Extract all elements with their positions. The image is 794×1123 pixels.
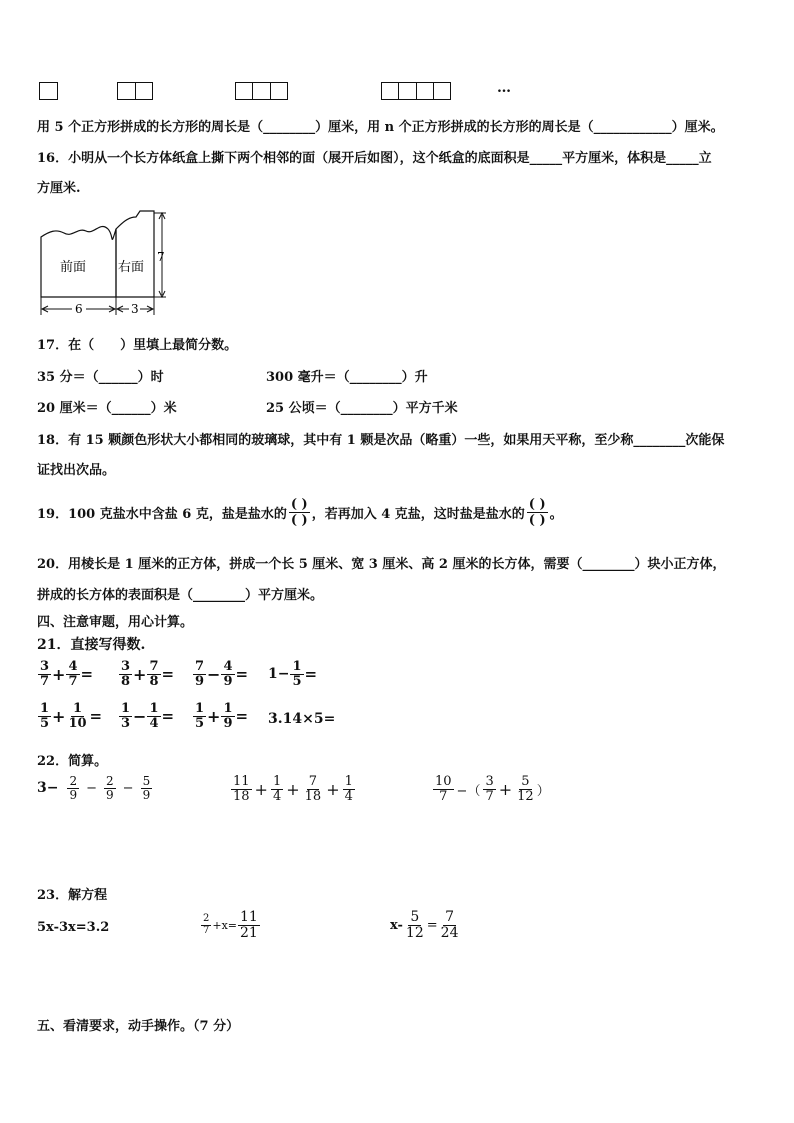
q21-item-6: $\frac{1}{3}$ − $\frac{1}{4}$ =	[121, 701, 175, 731]
q16-line2: 方厘米.	[37, 181, 81, 196]
q21-title: 21．直接写得数.	[37, 637, 146, 653]
right-width-dimension: 3	[131, 302, 139, 316]
q22-expr-1: 3− $\frac{2}{9}$ − $\frac{2}{9}$ − $\frac{5}{9}$	[37, 774, 151, 802]
q21-item-1: $\frac{3}{7}$ + $\frac{4}{7}$ =	[40, 659, 94, 689]
q22-expr-3: $\frac{10}{7}$ −（ $\frac{3}{7}$ + $\frac{5}{12}$ ）	[435, 774, 550, 804]
q21-item-3: $\frac{7}{9}$ − $\frac{4}{9}$ =	[195, 659, 249, 689]
square-strip-3	[235, 82, 288, 100]
q23-eq-3: x- $\frac{5}{12}$ = $\frac{7}{24}$	[390, 909, 459, 941]
q23-title: 23．解方程	[37, 888, 108, 903]
q16-line1: 16．小明从一个长方体纸盒上撕下两个相邻的面（展开后如图），这个纸盒的底面积是_____平方厘米，体积是_____立	[37, 151, 712, 166]
square-strip-2	[117, 82, 153, 100]
q22-expr-2: $\frac{11}{18}$ + $\frac{1}{4}$ + $\frac{7}{18}$ + $\frac{1}{4}$	[233, 774, 353, 804]
square-strip-1	[39, 82, 58, 100]
front-width-dimension: 6	[75, 302, 83, 316]
q19-fraction-blank-2: $\frac{( )}{( )}$	[528, 496, 546, 528]
square-strip-4	[381, 82, 451, 100]
q19-part3: 。	[549, 506, 563, 522]
q21-item-2: $\frac{3}{8}$ + $\frac{7}{8}$ =	[121, 659, 175, 689]
q20-line1: 20．用棱长是 1 厘米的正方体，拼成一个长 5 厘米、宽 3 厘米、高 2 厘米的长方体，需要（________）块小正方体，	[37, 557, 726, 572]
q17-c: 20 厘米＝（______）米	[37, 401, 177, 416]
q17-a: 35 分＝（______）时	[37, 370, 164, 385]
q21-item-5: $\frac{1}{5}$ + $\frac{1}{10}$ =	[40, 701, 103, 731]
q18-line2: 证找出次品。	[37, 463, 116, 478]
front-face-label: 前面	[60, 260, 87, 275]
q21-item-8: 3.14×5=	[268, 711, 336, 727]
q22-title: 22．简算。	[37, 754, 108, 769]
q18-line1: 18．有 15 颗颜色形状大小都相同的玻璃球，其中有 1 颗是次品（略重）一些，如果用天平称，至少称________次能保	[37, 433, 725, 448]
q19-fraction-blank-1: $\frac{( )}{( )}$	[290, 496, 308, 528]
q15-line: 用 5 个正方形拼成的长方形的周长是（________）厘米，用 n 个正方形拼成的长方形的周长是（____________）厘米。	[37, 120, 724, 135]
section-5-title: 五、看清要求，动手操作。（7 分）	[37, 1019, 240, 1034]
q17-b: 300 毫升＝（________）升	[266, 370, 428, 385]
q23-eq-2: $\frac{2}{7}$ +x= $\frac{11}{21}$	[203, 909, 258, 941]
q19-part2: ，若再加入 4 克盐，这时盐是盐水的	[311, 506, 525, 522]
q17-title: 17．在（ ）里填上最简分数。	[37, 338, 238, 353]
q20-line2: 拼成的长方体的表面积是（________）平方厘米。	[37, 588, 324, 603]
q21-item-7: $\frac{1}{5}$ + $\frac{1}{9}$ =	[195, 701, 249, 731]
height-dimension: 7	[157, 250, 165, 264]
section-4-title: 四、注意审题，用心计算。	[37, 615, 194, 630]
q23-eq-1: 5x-3x=3.2	[37, 920, 110, 935]
ellipsis: …	[497, 80, 511, 96]
q17-d: 25 公顷＝（________）平方千米	[266, 401, 458, 416]
q19-row	[37, 490, 563, 534]
q21-item-4: 1− $\frac{1}{5}$ =	[268, 659, 318, 689]
q19-part1: 19．100 克盐水中含盐 6 克，盐是盐水的	[37, 506, 287, 522]
box-net-diagram	[36, 205, 176, 320]
right-face-label: 右面	[118, 260, 145, 275]
